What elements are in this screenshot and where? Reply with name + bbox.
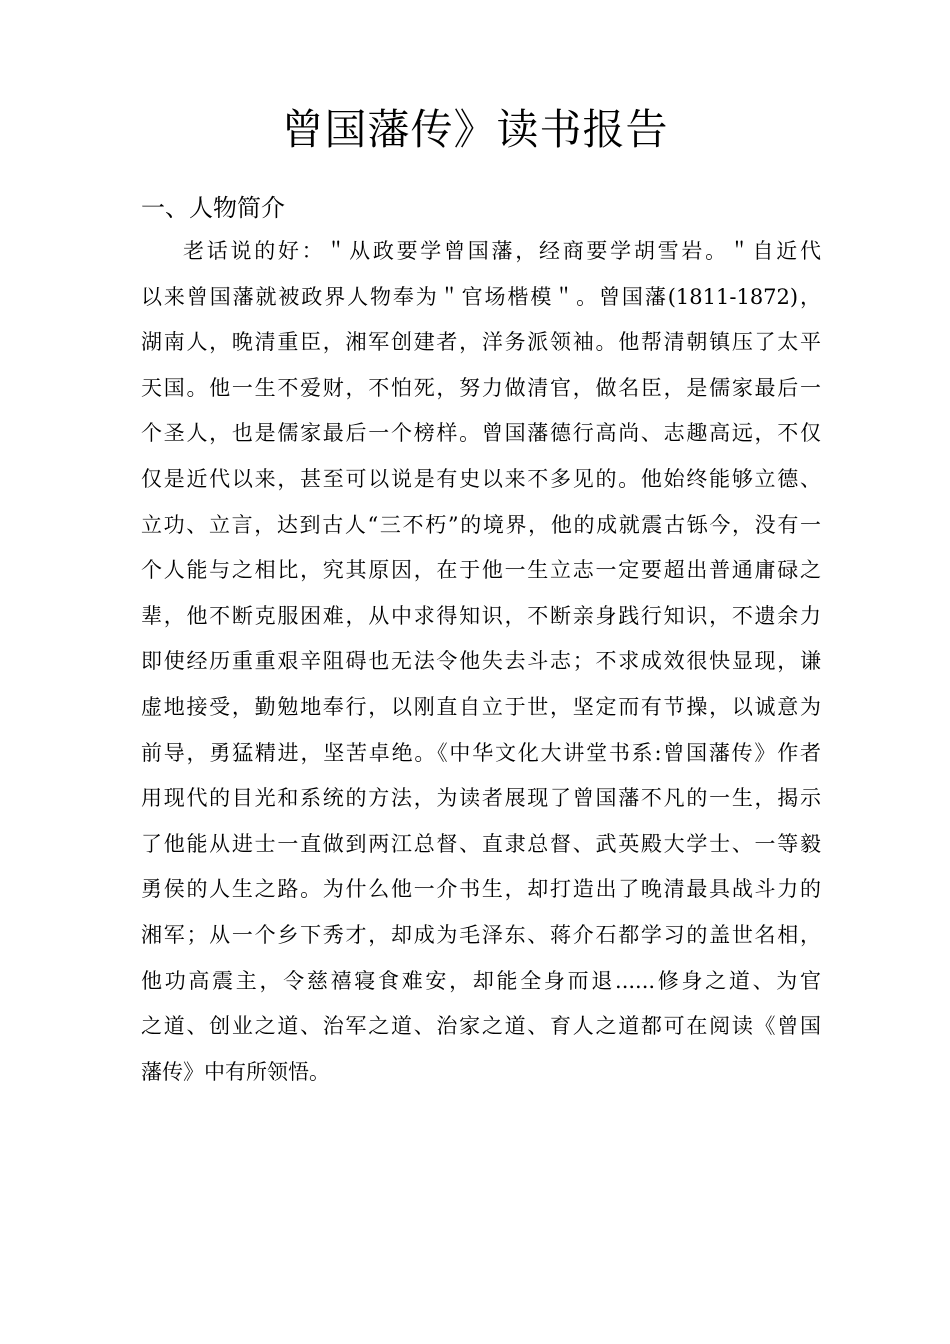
paragraph-line: 勇侯的人生之路。为什么他一介书生，却打造出了晚清最具战斗力的 (141, 877, 821, 902)
paragraph-line: 湖南人，晚清重臣，湘军创建者，洋务派领袖。他帮清朝镇压了太平 (141, 330, 821, 355)
paragraph-line: 辈，他不断克服困难，从中求得知识，不断亲身践行知识，不遗余力 (141, 603, 821, 628)
paragraph-line: 用现代的目光和系统的方法，为读者展现了曾国藩不凡的一生，揭示 (141, 786, 821, 811)
section-heading: 一、人物简介 (141, 194, 285, 222)
paragraph-line: 老话说的好：＂从政要学曾国藩，经商要学胡雪岩。＂自近代 (183, 239, 821, 263)
paragraph-line: 了他能从进士一直做到两江总督、直隶总督、武英殿大学士、一等毅 (141, 831, 821, 856)
paragraph-line: 湘军；从一个乡下秀才，却成为毛泽东、蒋介石都学习的盖世名相， (141, 922, 821, 947)
paragraph-line: 即使经历重重艰辛阻碍也无法令他失去斗志；不求成效很快显现，谦 (141, 649, 821, 674)
paragraph-line: 个人能与之相比，究其原因，在于他一生立志一定要超出普通庸碌之 (141, 558, 821, 583)
document-title: 曾国藩传》读书报告 (281, 105, 669, 154)
paragraph-line: 他功高震主，令慈禧寝食难安，却能全身而退......修身之道、为官 (141, 968, 821, 993)
paragraph-line: 仅是近代以来，甚至可以说是有史以来不多见的。他始终能够立德、 (141, 466, 821, 491)
paragraph-line: 立功、立言，达到古人“三不朽”的境界，他的成就震古铄今，没有一 (141, 512, 821, 537)
paragraph-line: 前导，勇猛精进，坚苦卓绝。《中华文化大讲堂书系:曾国藩传》作者 (141, 740, 821, 765)
paragraph-line: 个圣人，也是儒家最后一个榜样。曾国藩德行高尚、志趣高远，不仅 (141, 421, 821, 446)
paragraph-line: 天国。他一生不爱财，不怕死，努力做清官，做名臣，是儒家最后一 (141, 375, 821, 400)
paragraph-line: 藩传》中有所领悟。 (141, 1059, 330, 1084)
body-paragraph (141, 229, 821, 1095)
paragraph-line: 虚地接受，勤勉地奉行，以刚直自立于世，坚定而有节操，以诚意为 (141, 694, 821, 719)
paragraph-line: 之道、创业之道、治军之道、治家之道、育人之道都可在阅读《曾国 (141, 1014, 821, 1039)
paragraph-line: 以来曾国藩就被政界人物奉为＂官场楷模＂。曾国藩(1811-1872)， (141, 284, 821, 309)
